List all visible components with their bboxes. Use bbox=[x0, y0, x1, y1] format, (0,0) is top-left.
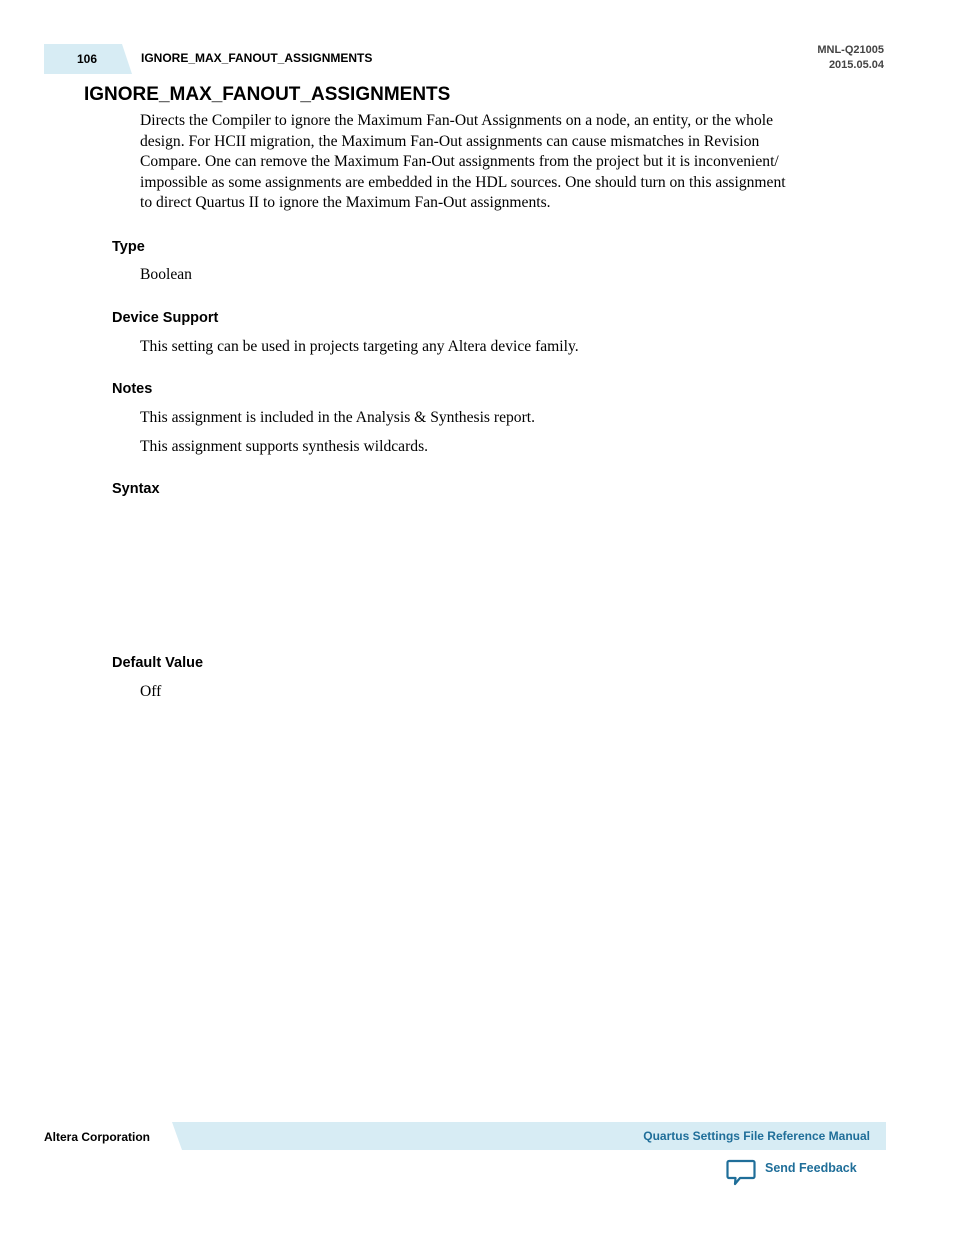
intro-line: design. For HCII migration, the Maximum Fan-Out assignments can cause mismatches in Revision bbox=[140, 132, 760, 150]
page-title: IGNORE_MAX_FANOUT_ASSIGNMENTS bbox=[84, 84, 451, 105]
document-date: 2015.05.04 bbox=[828, 59, 884, 71]
send-feedback-label: Send Feedback bbox=[765, 1161, 857, 1175]
document-id: MNL-Q21005 bbox=[817, 44, 884, 56]
footer-manual-title-link[interactable]: Quartus Settings File Reference Manual bbox=[643, 1129, 870, 1143]
send-feedback-link[interactable] bbox=[726, 1157, 857, 1187]
intro-line: Compare. One can remove the Maximum Fan-Out assignments from the project but it is inconvenient/ bbox=[140, 153, 779, 171]
intro-line: impossible as some assignments are embedded in the HDL sources. One should turn on this assignment bbox=[140, 173, 786, 191]
speech-bubble-icon bbox=[726, 1157, 756, 1191]
type-value: Boolean bbox=[140, 266, 192, 283]
intro-line: Directs the Compiler to ignore the Maximum Fan-Out Assignments on a node, an entity, or the whole bbox=[140, 112, 774, 129]
syntax-heading: Syntax bbox=[112, 481, 160, 497]
default-value: Off bbox=[140, 683, 162, 700]
note-analysis-report: This assignment is included in the Analysis & Synthesis report. bbox=[140, 409, 536, 426]
page-number: 106 bbox=[76, 52, 98, 66]
note-synthesis-wildcards: This assignment supports synthesis wildcards. bbox=[140, 438, 429, 455]
device-support-heading: Device Support bbox=[112, 310, 219, 326]
running-title: IGNORE_MAX_FANOUT_ASSIGNMENTS bbox=[141, 51, 373, 65]
intro-paragraph bbox=[140, 111, 860, 214]
default-value-heading: Default Value bbox=[112, 655, 204, 671]
notes-heading: Notes bbox=[112, 381, 153, 397]
device-support-text: This setting can be used in projects targeting any Altera device family. bbox=[140, 338, 579, 355]
intro-line: to direct Quartus II to ignore the Maximum Fan-Out assignments. bbox=[140, 194, 551, 212]
document-meta bbox=[817, 43, 884, 73]
type-heading: Type bbox=[112, 239, 145, 255]
footer-company: Altera Corporation bbox=[44, 1130, 151, 1144]
